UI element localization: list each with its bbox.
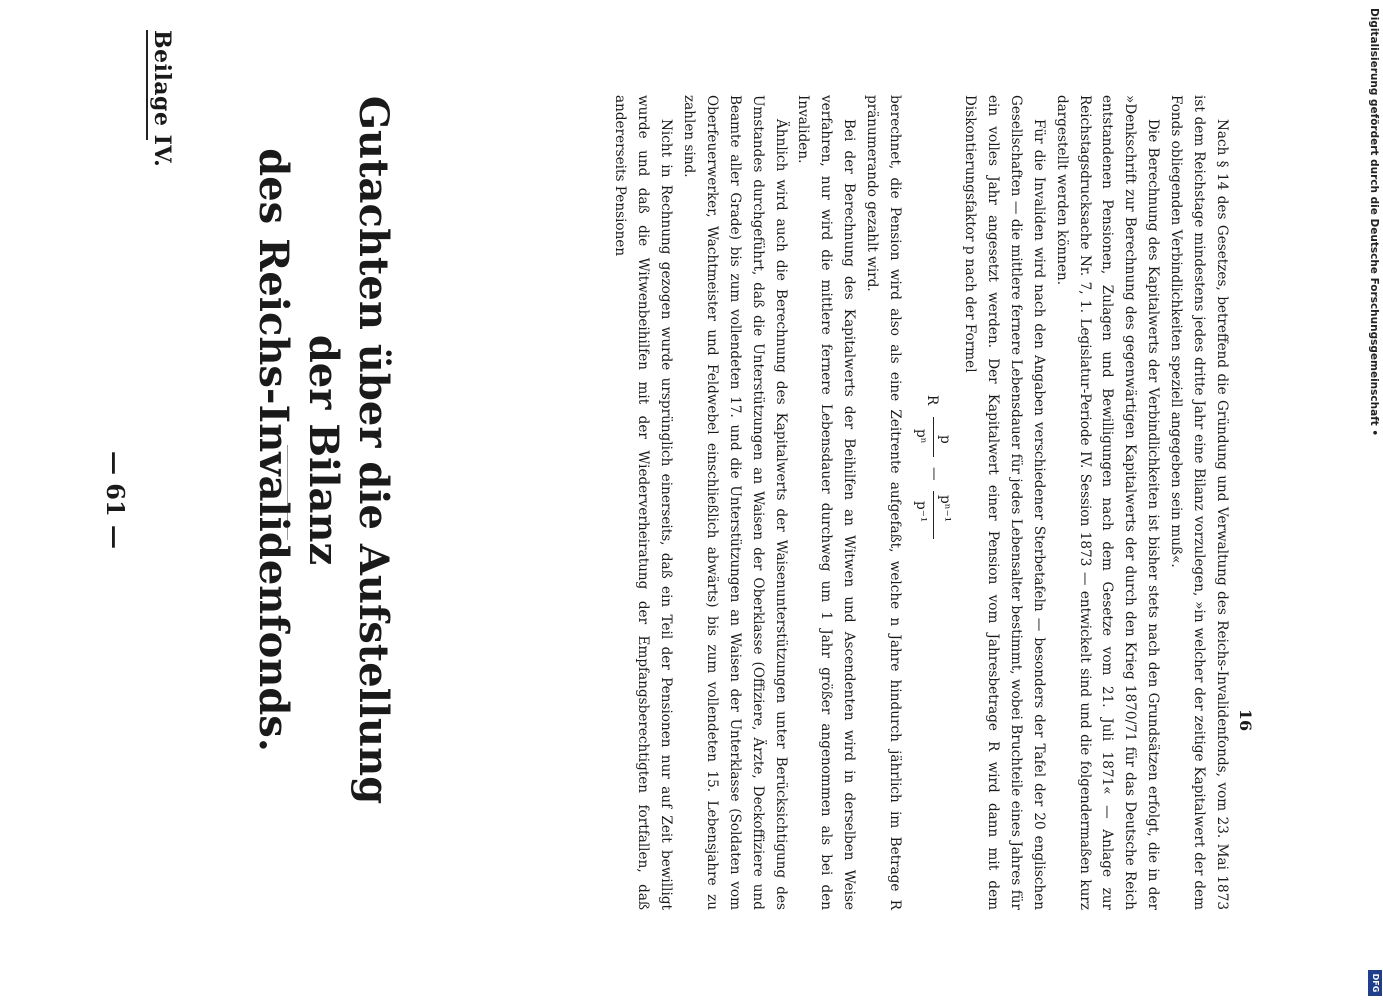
paragraph: Die Berechnung des Kapitalwerts der Verbindlichkeiten ist bisher stets nach den Grundsätzen erfolgt, die in der »Denkschrift zur Berechnung des gegenwärtigen Kapitalwerts der durch den Krieg 1870/71 für das Deutsche Reich entstandenen Pensionen, Zulagen und Bewilligungen nach dem Gesetze vom 21. Juli 1871« — Anlage zur Reichstagsdrucksache Nr. 7, 1. Legislatur-Periode IV. Session 1873 — entwickelt sind und die folgendermaßen kurz dargestellt werden können. (1053, 95, 1162, 910)
sheet-number: 16 (1236, 708, 1255, 732)
dfg-logo: DFG (1368, 970, 1382, 996)
paragraph: Ähnlich wird auch die Berechnung des Kapitalwerts der Waisenunterstützungen unter Berücksichtigung des Umstandes durchgeführt, daß die Unterstützungen an Waisen der Oberklasse (Offiziere, Ärzte, Deckoffiziere und Beamte aller Grade) bis zum vollendeten 17. und die Unterstützungen an Waisen der Unterklasse (Soldaten vom Oberfeuerwerker, Wachtmeister und Feldwebel einschließlich abwärts) bis zum vollendeten 15. Lebensjahre zu zahlen sind. (680, 95, 789, 910)
document-title (248, 90, 398, 810)
paragraph: Bei der Berechnung des Kapitalwerts der Beihilfen an Witwen und Ascendenten wird in derselben Weise verfahren, nur wird die mittlere fernere Lebensdauer durchweg um 1 Jahr größer angenommen als bei den Invaliden. (795, 95, 858, 910)
formula-minus: — (926, 467, 943, 481)
fraction-bar-2 (933, 491, 934, 539)
paragraph: Für die Invaliden wird nach den Angaben verschiedener Sterbetafeln — besonders der Tafel der 20 englischen Gesellschaften — die mittlere fernere Lebensdauer für jedes Lebensalter bestimmt, wobei Bruchteile eines Jahres für ein volles Jahr angesetzt werden. Der Kapitalwert einer Pension vom Jahresbetrage R wird dann mit dem Diskontierungsfaktor p nach der Formel (962, 95, 1047, 910)
formula-numerator-2: pⁿ⁻¹ (937, 495, 954, 523)
fraction-bar-1 (933, 417, 934, 457)
digitization-credit: Digitalisierung gefördert durch die Deutsche Forschungsgemeinschaft • (1368, 8, 1380, 437)
annuity-formula (906, 95, 956, 910)
appendix-label: Beilage IV. (149, 30, 175, 168)
formula-r: R (924, 395, 941, 406)
paragraph: berechnet, die Pension wird also als eine Zeitrente aufgefaßt, welche n Jahre hindurch jährlich im Betrage R pränumerando gezahlt wird. (864, 95, 904, 910)
formula-numerator-1: p (937, 435, 954, 444)
title-line-2: des Reichs-Invalidenfonds. (250, 148, 297, 752)
body-text (608, 95, 1233, 910)
formula-denominator-1: pⁿ (913, 429, 930, 444)
paragraph: Nach § 14 des Gesetzes, betreffend die Gründung und Verwaltung des Reichs-Invalidenfonds, vom 23. Mai 1873 ist dem Reichstage mindestens jedes dritte Jahr eine Bilanz vorzulegen, »in welcher der zeitige Kapitalwert der dem Fonds obliegenden Verbindlichkeiten speziell angegeben sein muß«. (1168, 95, 1230, 910)
formula-denominator-2: p⁻¹ (913, 501, 930, 523)
paragraph: Nicht in Rechnung gezogen wurde ursprünglich einerseits, daß ein Teil der Pensionen nur auf Zeit bewilligt wurde und daß die Witwenbeihilfen mit der Wiederverheiratung der Empfangsberechtigten fortfallen, daß andererseits Pensionen (612, 95, 675, 910)
appendix-underline (146, 30, 148, 140)
title-line-1: Gutachten über die Aufstellung der Bilanz (300, 95, 397, 805)
page-number: — 61 — (101, 450, 130, 550)
